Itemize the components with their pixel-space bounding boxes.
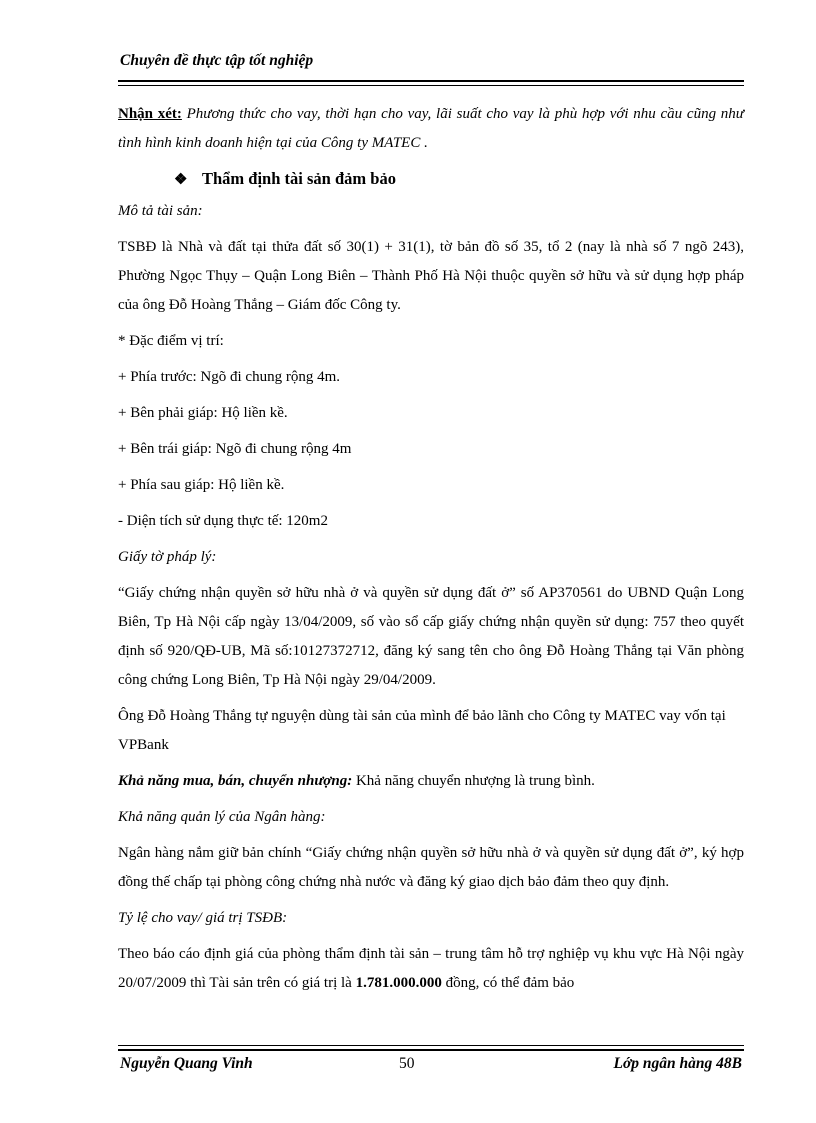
- header-rule-top: [118, 80, 744, 82]
- nhan-xet-paragraph: [118, 100, 744, 158]
- nhan-xet-text: Phương thức cho vay, thời hạn cho vay, lãi suất cho vay là phù hợp với nhu cầu cũng như tình hình kinh doanh hiện tại của Công ty MATEC .: [118, 106, 744, 151]
- bao-lanh-text: Ông Đỗ Hoàng Thắng tự nguyện dùng tài sản của mình để bảo lãnh cho Công ty MATEC vay vốn tại VPBank: [118, 708, 726, 753]
- vi-tri-item: + Bên trái giáp: Ngõ đi chung rộng 4m: [118, 441, 352, 457]
- kha-nang-mua-text: Khả năng chuyển nhượng là trung bình.: [352, 773, 595, 789]
- page-footer: [118, 1055, 744, 1077]
- header-title: Chuyên đề thực tập tốt nghiệp: [120, 52, 314, 69]
- giay-to-label: Giấy tờ pháp lý:: [118, 549, 217, 565]
- ty-le-text-2: đồng, có thể đảm bảo: [441, 975, 575, 991]
- vi-tri-item: + Bên phải giáp: Hộ liền kề.: [118, 405, 288, 421]
- vi-tri-item: + Phía trước: Ngõ đi chung rộng 4m.: [118, 369, 340, 385]
- footer-author: Nguyễn Quang Vinh: [120, 1055, 253, 1072]
- giay-to-text: “Giấy chứng nhận quyền sở hữu nhà ở và quyền sử dụng đất ở” số AP370561 do UBND Quận Long Biên, Tp Hà Nội cấp ngày 13/04/2009, số vào sổ cấp giấy chứng nhận quyền sử dụng: 757 theo quyết định số 920/QĐ-UB, Mã số:10127372712, đăng ký sang tên cho ông Đỗ Hoàng Thắng tại Văn phòng công chứng Long Biên, Tp Hà Nội ngày 29/04/2009.: [118, 585, 744, 688]
- ty-le-label: Tỷ lệ cho vay/ giá trị TSĐB:: [118, 910, 288, 926]
- section-heading: [174, 164, 744, 195]
- mo-ta-text: TSBĐ là Nhà và đất tại thửa đất số 30(1) + 31(1), tờ bản đồ số 35, tổ 2 (nay là nhà số 7 ngõ 243), Phường Ngọc Thụy – Quận Long Biên – Thành Phố Hà Nội thuộc quyền sở hữu và sử dụng hợp pháp của ông Đỗ Hoàng Thắng – Giám đốc Công ty.: [118, 239, 744, 313]
- kha-nang-mua-paragraph: [118, 767, 744, 796]
- header-rule-bottom: [118, 85, 744, 86]
- nhan-xet-label: Nhận xét:: [118, 106, 182, 122]
- vi-tri-heading: * Đặc điểm vị trí:: [118, 333, 224, 349]
- document-body: [118, 100, 744, 998]
- mo-ta-label: Mô tả tài sản:: [118, 203, 203, 219]
- ty-le-paragraph: [118, 940, 744, 998]
- section-heading-text: Thẩm định tài sản đảm bảo: [202, 169, 396, 188]
- footer-rule-top: [118, 1045, 744, 1046]
- vi-tri-item: + Phía sau giáp: Hộ liền kề.: [118, 477, 285, 493]
- ty-le-value: 1.781.000.000: [355, 975, 442, 991]
- vi-tri-item: - Diện tích sử dụng thực tế: 120m2: [118, 513, 328, 529]
- footer-rule-bottom: [118, 1049, 744, 1051]
- kha-nang-mua-label: Khả năng mua, bán, chuyển nhượng:: [118, 773, 353, 789]
- diamond-bullet-icon: ❖: [174, 172, 188, 188]
- footer-class-name: Lớp ngân hàng 48B: [613, 1055, 742, 1072]
- quan-ly-label: Khả năng quản lý của Ngân hàng:: [118, 809, 326, 825]
- page-number: 50: [399, 1055, 415, 1072]
- ty-le-text-1: Theo báo cáo định giá của phòng thẩm định tài sản – trung tâm hỗ trợ nghiệp vụ khu vực Hà Nội ngày 20/07/2009 thì Tài sản trên có giá trị là: [118, 946, 744, 991]
- quan-ly-text: Ngân hàng nắm giữ bản chính “Giấy chứng nhận quyền sở hữu nhà ở và quyền sử dụng đất ở”, ký hợp đồng thế chấp tại phòng công chứng nhà nước và đăng ký giao dịch bảo đảm theo quy định.: [118, 845, 744, 890]
